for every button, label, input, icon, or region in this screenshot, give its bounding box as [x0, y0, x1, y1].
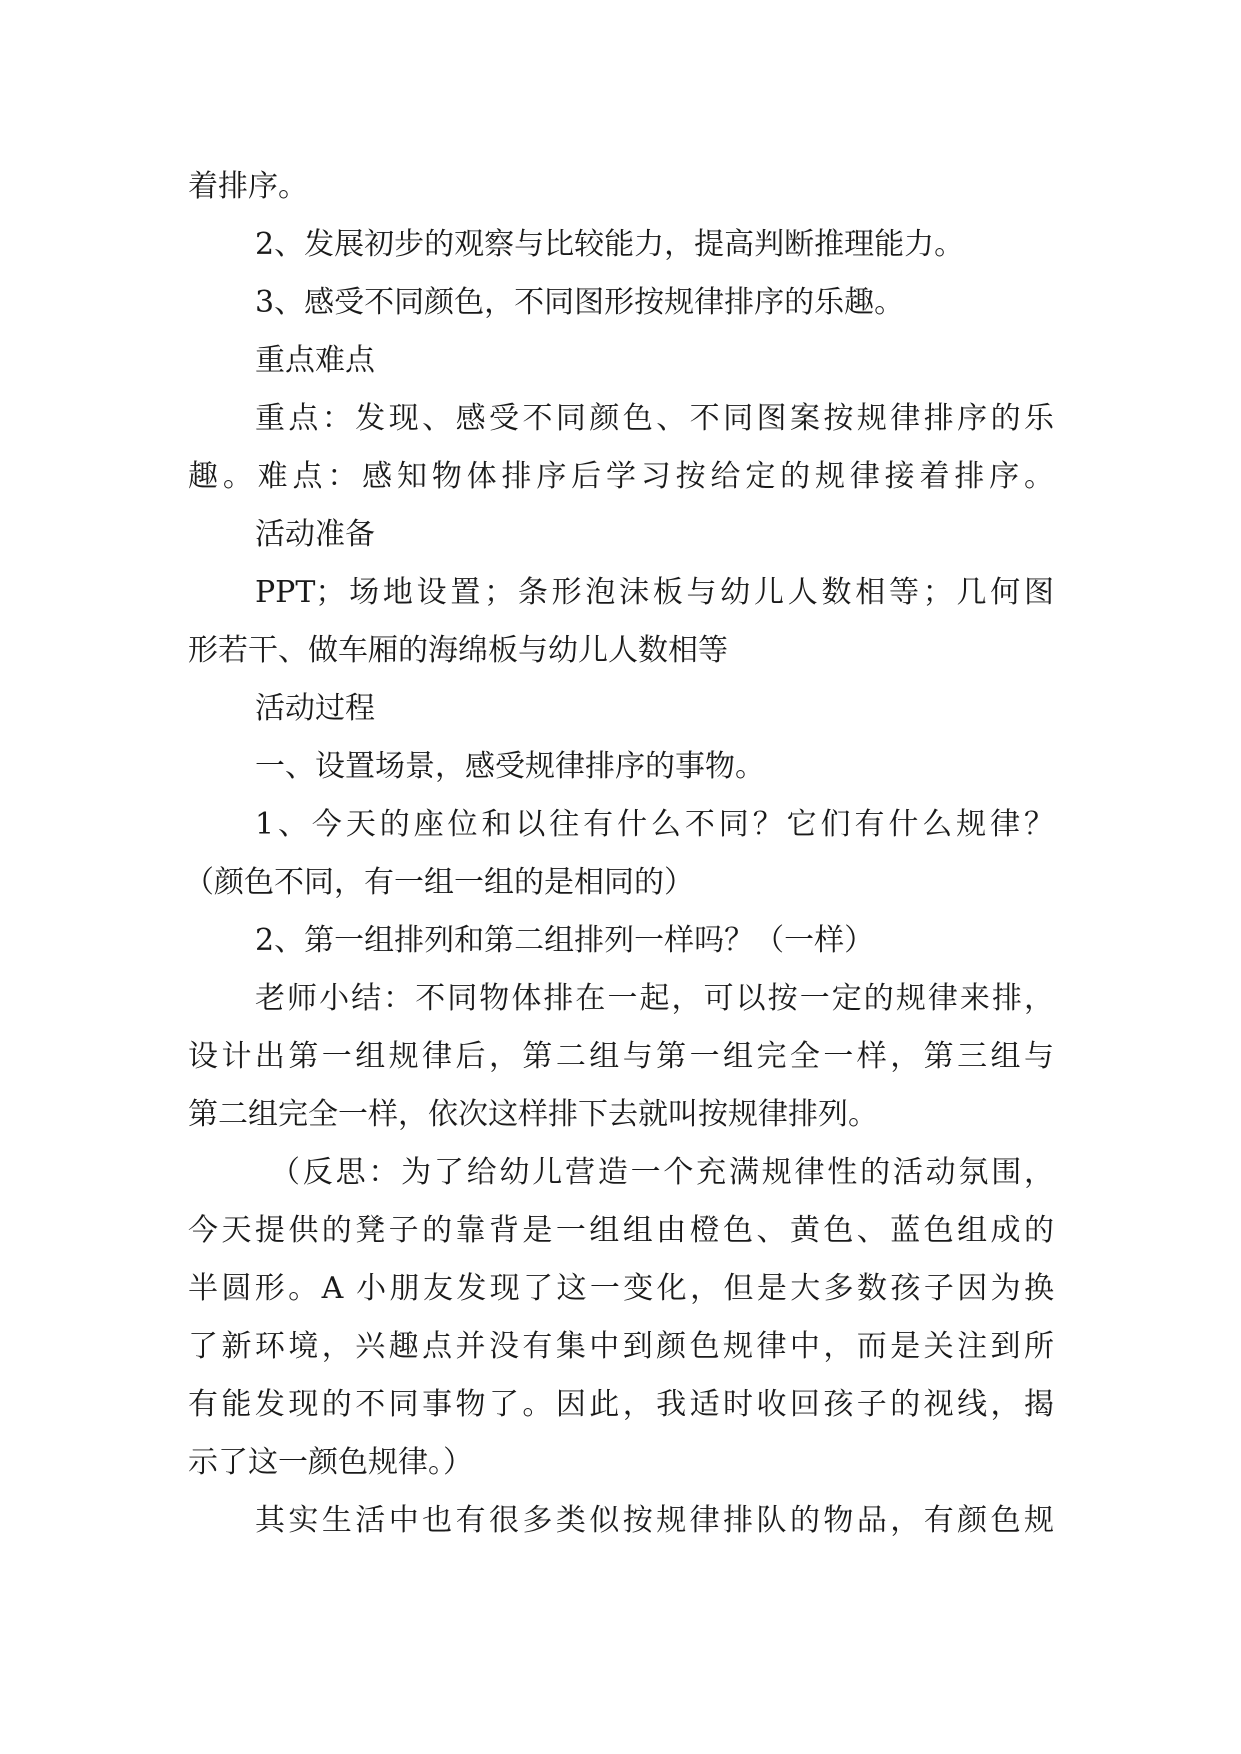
preparation-line-1: PPT；场地设置；条形泡沫板与幼儿人数相等；几何图 — [255, 575, 1054, 610]
summary-line-3: 第二组完全一样，依次这样排下去就叫按规律排列。 — [188, 1097, 878, 1132]
reflection-line-6: 示了这一颜色规律。） — [188, 1445, 473, 1480]
step-1-title: 一、设置场景，感受规律排序的事物。 — [255, 749, 765, 784]
answer-1: （颜色不同，有一组一组的是相同的） — [184, 865, 694, 900]
reflection-line-2: 今天提供的凳子的靠背是一组组由橙色、黄色、蓝色组成的 — [188, 1213, 1054, 1248]
summary-line-1: 老师小结：不同物体排在一起，可以按一定的规律来排， — [255, 981, 1054, 1016]
text-line-continuation: 着排序。 — [188, 169, 308, 204]
summary-line-2: 设计出第一组规律后，第二组与第一组完全一样，第三组与 — [188, 1039, 1054, 1074]
reflection-line-3: 半圆形。A 小朋友发现了这一变化，但是大多数孩子因为换 — [188, 1271, 1054, 1306]
closing-line: 其实生活中也有很多类似按规律排队的物品，有颜色规 — [255, 1503, 1054, 1538]
reflection-line-1: （反思：为了给幼儿营造一个充满规律性的活动氛围， — [270, 1155, 1054, 1190]
reflection-line-4: 了新环境，兴趣点并没有集中到颜色规律中，而是关注到所 — [188, 1329, 1054, 1364]
key-points-line-1: 重点：发现、感受不同颜色、不同图案按规律排序的乐 — [255, 401, 1054, 436]
question-2: 2、第一组排列和第二组排列一样吗？（一样） — [255, 923, 875, 958]
preparation-line-2: 形若干、做车厢的海绵板与幼儿人数相等 — [188, 633, 728, 668]
objective-3: 3、感受不同颜色，不同图形按规律排序的乐趣。 — [255, 285, 905, 320]
heading-preparation: 活动准备 — [255, 517, 375, 552]
question-1: 1、今天的座位和以往有什么不同？它们有什么规律？ — [255, 807, 1054, 842]
heading-key-points: 重点难点 — [255, 343, 375, 378]
objective-2: 2、发展初步的观察与比较能力，提高判断推理能力。 — [255, 227, 965, 262]
key-points-line-2: 趣。难点：感知物体排序后学习按给定的规律接着排序。 — [188, 459, 1054, 494]
reflection-line-5: 有能发现的不同事物了。因此，我适时收回孩子的视线，揭 — [188, 1387, 1054, 1422]
heading-process: 活动过程 — [255, 691, 375, 726]
